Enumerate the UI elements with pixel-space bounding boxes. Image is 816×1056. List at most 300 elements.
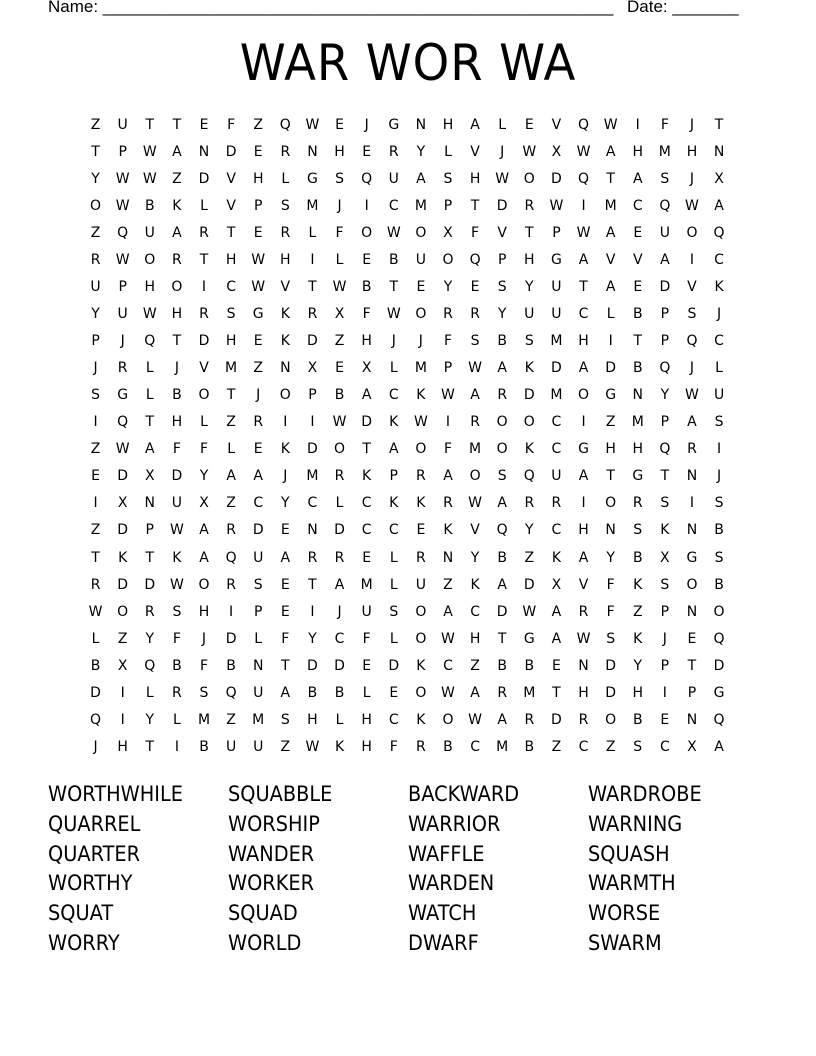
grid-letter: T — [389, 279, 399, 296]
grid-letter: E — [551, 657, 561, 674]
grid-letter: A — [144, 441, 155, 458]
grid-letter: J — [93, 360, 98, 377]
grid-letter: F — [281, 630, 290, 647]
grid-letter: T — [308, 576, 317, 593]
grid-letter: G — [713, 684, 725, 701]
grid-letter: K — [118, 549, 128, 566]
grid-letter: Y — [145, 711, 155, 728]
grid-letter: P — [660, 333, 670, 350]
grid-letter: C — [334, 630, 345, 647]
grid-letter: B — [524, 738, 535, 755]
grid-letter: L — [335, 495, 344, 512]
grid-letter: T — [91, 144, 100, 161]
grid-letter: W — [386, 306, 401, 323]
grid-letter: J — [283, 468, 288, 485]
grid-letter: A — [361, 387, 372, 404]
grid-letter: A — [199, 522, 209, 539]
grid-letter: V — [632, 252, 643, 269]
grid-letter: J — [662, 630, 667, 647]
grid-letter: Q — [523, 468, 535, 485]
grid-letter: V — [605, 252, 616, 269]
grid-row — [82, 463, 742, 490]
grid-letter: T — [606, 468, 615, 485]
grid-letter: C — [388, 198, 399, 215]
grid-letter: A — [470, 684, 480, 701]
grid-letter: Z — [334, 333, 345, 350]
grid-letter: R — [497, 684, 508, 701]
grid-letter: Z — [226, 711, 236, 728]
grid-letter: A — [605, 225, 616, 242]
word-list-item: WARDEN — [408, 871, 495, 896]
grid-letter: M — [225, 360, 238, 377]
grid-letter: O — [279, 387, 291, 404]
word-list-item: QUARTER — [48, 841, 141, 866]
grid-letter: I — [364, 198, 369, 215]
grid-letter: F — [606, 603, 615, 620]
grid-letter: L — [227, 441, 235, 458]
grid-letter: O — [198, 387, 210, 404]
grid-letter: Q — [713, 225, 725, 242]
grid-letter: Q — [469, 252, 481, 269]
grid-row — [82, 626, 742, 653]
grid-letter: D — [659, 279, 671, 296]
grid-letter: U — [388, 171, 399, 188]
grid-row — [82, 517, 742, 544]
grid-letter: Y — [497, 306, 507, 323]
grid-letter: Y — [525, 279, 534, 296]
grid-letter: Y — [145, 630, 155, 647]
grid-letter: D — [388, 657, 400, 674]
grid-letter: U — [415, 576, 426, 593]
grid-letter: Z — [443, 576, 453, 593]
grid-letter: G — [307, 171, 318, 188]
grid-letter: K — [551, 549, 561, 566]
grid-letter: A — [714, 738, 724, 755]
word-list-item: WORTHWHILE — [48, 782, 183, 806]
word-list-item: WARRIOR — [408, 811, 501, 836]
grid-letter: B — [334, 684, 345, 701]
grid-letter: P — [118, 144, 127, 161]
grid-letter: F — [199, 657, 209, 674]
letter-grid — [82, 112, 742, 761]
grid-letter: O — [415, 441, 427, 458]
grid-letter: T — [172, 117, 182, 134]
grid-letter: E — [362, 657, 372, 674]
grid-letter: R — [90, 252, 101, 269]
grid-letter: A — [714, 198, 724, 215]
header-line — [48, 0, 748, 21]
grid-letter: A — [253, 468, 263, 485]
word-list-item: WORTHY — [48, 871, 133, 896]
grid-letter: H — [686, 144, 698, 161]
grid-letter: W — [88, 603, 103, 620]
grid-letter: O — [523, 171, 535, 188]
word-list-item: WORRY — [48, 930, 120, 955]
grid-letter: U — [659, 225, 670, 242]
grid-letter: L — [281, 171, 290, 188]
grid-letter: H — [198, 603, 210, 620]
grid-letter: Z — [226, 414, 236, 431]
grid-letter: X — [199, 495, 209, 512]
grid-letter: B — [90, 657, 101, 674]
grid-letter: Y — [91, 306, 100, 323]
grid-letter: S — [335, 171, 344, 188]
grid-letter: X — [334, 306, 345, 323]
grid-letter: B — [632, 306, 643, 323]
grid-letter: G — [632, 468, 644, 485]
grid-letter: E — [91, 468, 100, 485]
grid-letter: H — [605, 441, 616, 458]
grid-letter: A — [687, 414, 697, 431]
grid-letter: D — [307, 657, 318, 674]
grid-letter: W — [251, 279, 266, 296]
grid-letter: D — [307, 441, 318, 458]
grid-letter: W — [685, 387, 699, 404]
grid-letter: X — [144, 468, 155, 485]
grid-letter: O — [334, 441, 346, 458]
grid-letter: U — [117, 306, 128, 323]
grid-row — [82, 328, 742, 355]
grid-letter: T — [633, 333, 643, 350]
grid-letter: Z — [524, 549, 535, 566]
grid-letter: U — [90, 279, 101, 296]
grid-letter: L — [172, 711, 181, 728]
grid-letter: S — [497, 279, 507, 296]
grid-letter: T — [660, 468, 670, 485]
date-field-label: Date: _______ — [627, 0, 739, 16]
grid-letter: Q — [144, 657, 156, 674]
grid-letter: U — [225, 738, 237, 755]
grid-letter: B — [172, 387, 182, 404]
grid-letter: C — [551, 522, 562, 539]
grid-letter: E — [633, 225, 643, 242]
grid-letter: I — [662, 684, 667, 701]
grid-letter: D — [334, 657, 345, 674]
grid-letter: L — [444, 144, 452, 161]
grid-letter: E — [253, 441, 263, 458]
grid-letter: K — [416, 657, 426, 674]
grid-letter: T — [579, 279, 588, 296]
grid-letter: R — [470, 414, 480, 431]
grid-letter: F — [471, 225, 480, 242]
grid-letter: H — [171, 306, 183, 323]
grid-letter: D — [334, 522, 345, 539]
grid-letter: I — [310, 252, 315, 269]
grid-letter: K — [470, 576, 480, 593]
grid-letter: O — [90, 198, 102, 215]
grid-letter: S — [226, 306, 236, 323]
grid-letter: B — [226, 657, 236, 674]
grid-letter: S — [172, 603, 182, 620]
grid-letter: O — [415, 225, 427, 242]
word-list-item: SQUAT — [48, 901, 114, 926]
grid-letter: O — [171, 279, 183, 296]
grid-letter: S — [606, 630, 616, 647]
grid-letter: L — [389, 576, 398, 593]
grid-letter: P — [389, 468, 398, 485]
grid-letter: T — [470, 198, 480, 215]
grid-letter: K — [524, 360, 534, 377]
grid-letter: W — [441, 684, 455, 701]
grid-letter: W — [305, 738, 320, 755]
grid-letter: C — [388, 711, 399, 728]
grid-letter: S — [714, 495, 724, 512]
grid-letter: J — [337, 198, 342, 215]
grid-letter: Z — [90, 225, 101, 242]
grid-letter: O — [605, 711, 617, 728]
grid-row — [82, 112, 742, 139]
grid-letter: W — [251, 252, 266, 269]
grid-letter: H — [578, 333, 589, 350]
grid-letter: A — [632, 171, 643, 188]
grid-letter: D — [551, 360, 562, 377]
grid-letter: Y — [633, 657, 643, 674]
grid-letter: O — [442, 711, 454, 728]
grid-letter: A — [578, 360, 589, 377]
grid-letter: Z — [551, 738, 562, 755]
grid-letter: T — [362, 441, 371, 458]
grid-letter: A — [497, 360, 507, 377]
grid-letter: I — [93, 414, 98, 431]
grid-letter: A — [280, 684, 291, 701]
grid-letter: Z — [90, 117, 101, 134]
grid-letter: V — [578, 576, 589, 593]
grid-letter: O — [686, 576, 698, 593]
grid-letter: Z — [253, 360, 263, 377]
grid-letter: J — [337, 603, 342, 620]
grid-letter: Q — [225, 549, 237, 566]
grid-letter: U — [117, 117, 128, 134]
grid-letter: M — [197, 711, 211, 728]
grid-letter: C — [659, 738, 670, 755]
grid-letter: G — [523, 630, 535, 647]
grid-letter: S — [660, 495, 670, 512]
grid-letter: U — [713, 387, 725, 404]
grid-letter: R — [687, 441, 697, 458]
grid-letter: Y — [199, 468, 209, 485]
grid-letter: K — [633, 576, 643, 593]
grid-letter: C — [443, 657, 453, 674]
grid-letter: J — [500, 144, 505, 161]
grid-letter: U — [171, 495, 182, 512]
grid-letter: W — [413, 414, 428, 431]
grid-letter: A — [416, 171, 426, 188]
grid-letter: W — [386, 225, 401, 242]
grid-row — [82, 139, 742, 166]
grid-letter: D — [551, 171, 562, 188]
word-list-item: BACKWARD — [408, 782, 520, 806]
grid-letter: W — [468, 360, 482, 377]
grid-letter: Y — [443, 279, 453, 296]
grid-letter: H — [252, 171, 264, 188]
grid-letter: U — [415, 252, 426, 269]
grid-letter: I — [283, 414, 288, 431]
grid-letter: X — [443, 225, 453, 242]
word-list-item: WORKER — [228, 871, 315, 896]
grid-letter: E — [280, 603, 290, 620]
grid-letter: L — [335, 711, 344, 728]
grid-letter: D — [90, 684, 101, 701]
grid-letter: L — [389, 360, 398, 377]
grid-letter: C — [361, 522, 372, 539]
grid-letter: W — [142, 171, 157, 188]
grid-letter: B — [632, 711, 643, 728]
grid-letter: J — [256, 387, 261, 404]
grid-letter: J — [364, 117, 369, 134]
grid-letter: A — [578, 549, 589, 566]
grid-letter: R — [334, 549, 345, 566]
grid-letter: S — [633, 522, 643, 539]
grid-letter: X — [551, 144, 562, 161]
grid-letter: R — [578, 603, 589, 620]
grid-letter: R — [307, 306, 318, 323]
grid-letter: I — [229, 603, 234, 620]
grid-letter: E — [362, 549, 372, 566]
grid-letter: J — [174, 360, 179, 377]
grid-letter: Z — [90, 441, 101, 458]
grid-letter: D — [117, 522, 129, 539]
grid-letter: R — [388, 144, 399, 161]
grid-letter: M — [306, 468, 319, 485]
grid-letter: R — [226, 576, 236, 593]
grid-letter: O — [442, 252, 454, 269]
grid-letter: Z — [605, 414, 616, 431]
grid-letter: E — [416, 279, 426, 296]
grid-letter: B — [714, 576, 724, 593]
grid-row — [82, 247, 742, 274]
grid-letter: O — [605, 495, 617, 512]
grid-letter: B — [334, 387, 345, 404]
grid-letter: K — [443, 522, 453, 539]
grid-letter: A — [660, 252, 670, 269]
grid-letter: S — [714, 549, 724, 566]
grid-letter: R — [172, 684, 182, 701]
grid-letter: R — [334, 468, 345, 485]
grid-letter: B — [361, 279, 372, 296]
grid-letter: N — [280, 360, 291, 377]
grid-letter: G — [117, 387, 129, 404]
grid-letter: R — [199, 306, 209, 323]
grid-letter: F — [443, 441, 452, 458]
grid-letter: M — [414, 198, 427, 215]
grid-letter: N — [415, 117, 427, 134]
grid-row — [82, 220, 742, 247]
grid-letter: W — [522, 144, 537, 161]
grid-letter: S — [633, 738, 643, 755]
grid-letter: W — [522, 603, 537, 620]
grid-row — [82, 653, 742, 680]
grid-letter: J — [391, 333, 396, 350]
grid-letter: W — [468, 495, 482, 512]
grid-letter: I — [201, 279, 207, 296]
grid-letter: R — [470, 306, 480, 323]
grid-letter: Z — [90, 522, 101, 539]
grid-letter: M — [631, 414, 644, 431]
grid-letter: Q — [90, 711, 102, 728]
grid-letter: B — [632, 549, 643, 566]
grid-letter: Q — [659, 360, 671, 377]
grid-letter: V — [470, 144, 480, 161]
grid-letter: T — [606, 171, 615, 188]
grid-letter: E — [335, 117, 344, 134]
grid-letter: Q — [361, 171, 373, 188]
grid-letter: K — [362, 468, 372, 485]
grid-letter: W — [115, 441, 130, 458]
grid-letter: E — [280, 576, 290, 593]
grid-letter: P — [91, 333, 100, 350]
grid-letter: N — [307, 144, 318, 161]
grid-letter: Y — [281, 495, 290, 512]
grid-row — [82, 409, 742, 436]
grid-letter: T — [281, 657, 290, 674]
grid-letter: A — [443, 468, 453, 485]
grid-letter: D — [225, 144, 237, 161]
grid-letter: N — [605, 522, 616, 539]
grid-letter: M — [658, 144, 671, 161]
grid-letter: R — [578, 711, 589, 728]
grid-letter: N — [144, 495, 156, 512]
word-list-item: WARDROBE — [588, 782, 702, 806]
grid-letter: O — [415, 603, 427, 620]
grid-letter: D — [361, 414, 373, 431]
grid-letter: V — [226, 198, 236, 215]
grid-letter: C — [470, 603, 480, 620]
grid-letter: H — [361, 333, 372, 350]
grid-letter: W — [142, 306, 157, 323]
grid-letter: B — [524, 657, 535, 674]
grid-letter: D — [523, 387, 535, 404]
grid-row — [82, 490, 742, 517]
grid-letter: T — [687, 657, 697, 674]
grid-letter: H — [334, 144, 345, 161]
grid-row — [82, 436, 742, 463]
grid-letter: F — [362, 306, 371, 323]
grid-letter: N — [307, 522, 318, 539]
grid-letter: D — [198, 171, 210, 188]
grid-letter: B — [714, 522, 724, 539]
grid-letter: A — [470, 387, 480, 404]
grid-letter: O — [415, 630, 427, 647]
grid-letter: Y — [606, 549, 615, 566]
grid-letter: H — [442, 117, 454, 134]
grid-letter: L — [254, 630, 263, 647]
grid-letter: F — [389, 738, 398, 755]
grid-letter: D — [496, 198, 508, 215]
grid-letter: Q — [117, 414, 129, 431]
grid-letter: V — [497, 225, 507, 242]
grid-letter: G — [550, 252, 562, 269]
grid-letter: J — [717, 468, 722, 485]
grid-letter: H — [632, 144, 643, 161]
grid-letter: P — [660, 657, 670, 674]
grid-letter: T — [145, 738, 155, 755]
grid-letter: R — [199, 225, 209, 242]
grid-letter: D — [496, 603, 508, 620]
grid-row — [82, 355, 742, 382]
grid-letter: Q — [578, 171, 590, 188]
grid-letter: K — [714, 279, 724, 296]
grid-letter: C — [470, 738, 480, 755]
grid-letter: T — [226, 387, 236, 404]
grid-letter: I — [174, 738, 179, 755]
grid-letter: H — [469, 171, 481, 188]
grid-letter: I — [310, 414, 315, 431]
grid-letter: S — [470, 333, 480, 350]
grid-letter: U — [253, 684, 264, 701]
grid-letter: D — [252, 522, 264, 539]
grid-letter: J — [689, 171, 695, 188]
grid-letter: K — [280, 333, 290, 350]
